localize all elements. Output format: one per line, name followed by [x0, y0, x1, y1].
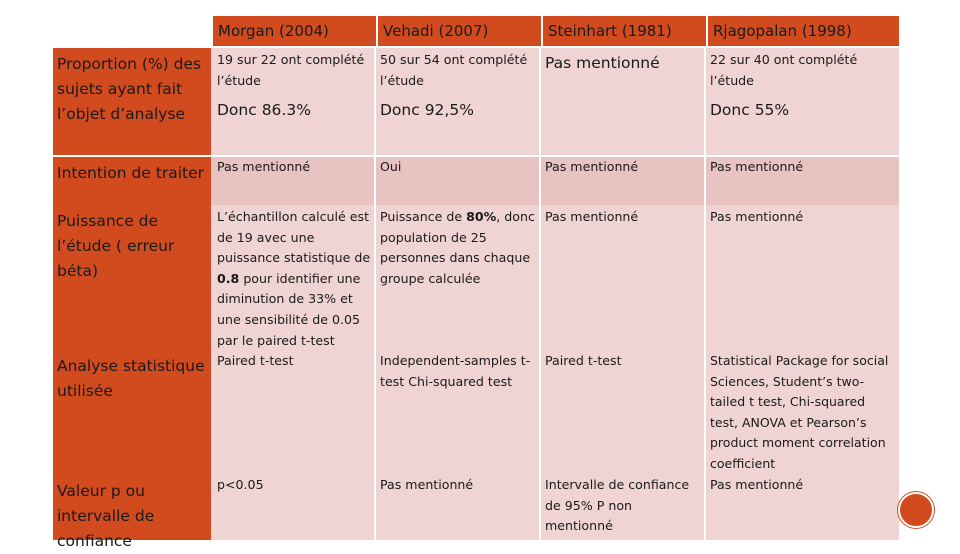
column-divider	[539, 46, 541, 540]
cell-result: Donc 92,5%	[380, 101, 474, 120]
column-header-steinhart: Steinhart (1981)	[548, 22, 672, 40]
cell-proportion-morgan	[213, 50, 374, 121]
row-label-analyse: Analyse statistique utilisée	[53, 350, 211, 475]
cell-text: , donc population de 25 personnes dans chaque groupe calculée	[380, 209, 535, 286]
cell-valeur-p-morgan: p<0.05	[217, 477, 264, 492]
row-label-puissance: Puissance de l’étude ( erreur béta)	[53, 205, 211, 350]
badge-mark	[900, 494, 932, 526]
cell-result: Donc 86.3%	[217, 101, 311, 120]
cell-puissance-rjagopalan: Pas mentionné	[710, 209, 804, 224]
cell-analyse-vehadi: Independent-samples t-test Chi-squared test	[380, 353, 531, 389]
cell-text: 50 sur 54 ont complété l’étude	[380, 52, 528, 88]
cell-intention-morgan: Pas mentionné	[217, 159, 311, 174]
cell-text-bold: 0.8	[217, 270, 240, 286]
cell-text: Puissance de	[380, 209, 467, 224]
cell-analyse-steinhart: Paired t-test	[545, 353, 622, 368]
cell-analyse-rjagopalan: Statistical Package for social Sciences, Student’s two-tailed t test, Chi-squared test, ANOVA et Pearson’s product moment correlation coefficient	[710, 353, 889, 471]
cell-proportion-vehadi	[376, 50, 539, 121]
cell-valeur-p-rjagopalan: Pas mentionné	[710, 477, 804, 492]
cell-text: 22 sur 40 ont complété l’étude	[710, 52, 858, 88]
cell-analyse-morgan: Paired t-test	[217, 353, 294, 368]
cell-proportion-rjagopalan	[706, 50, 899, 121]
cell-text-bold: 80%	[466, 209, 497, 224]
cell-intention-steinhart: Pas mentionné	[545, 159, 639, 174]
row-label-valeur-p: Valeur p ou intervalle de confiance	[53, 475, 211, 540]
cell-valeur-p-steinhart: Intervalle de confiance de 95% P non mentionné	[545, 477, 690, 534]
cell-text: L’échantillon calculé est de 19 avec une puissance statistique de	[217, 209, 371, 266]
cell-text: 19 sur 22 ont complété l’étude	[217, 52, 365, 88]
row-label-intention: Intention de traiter	[53, 157, 211, 205]
column-header-vehadi: Vehadi (2007)	[383, 22, 489, 40]
cell-puissance-morgan	[213, 207, 375, 351]
cell-puissance-vehadi	[376, 207, 539, 289]
column-header-morgan: Morgan (2004)	[218, 22, 329, 40]
decorative-circle-icon	[898, 492, 934, 528]
cell-intention-rjagopalan: Pas mentionné	[710, 159, 804, 174]
column-header-rjagopalan: Rjagopalan (1998)	[713, 22, 852, 40]
cell-text: pour identifier une diminution de 33% et une sensibilité de 0.05 par le paired t-test	[217, 270, 361, 348]
cell-result: Donc 55%	[710, 101, 790, 120]
cell-puissance-steinhart: Pas mentionné	[545, 209, 639, 224]
row-label-proportion: Proportion (%) des sujets ayant fait l’objet d’analyse	[53, 48, 211, 155]
cell-proportion-steinhart: Pas mentionné	[545, 54, 660, 72]
cell-valeur-p-vehadi: Pas mentionné	[380, 477, 474, 492]
table-header-row	[211, 16, 899, 46]
cell-intention-vehadi: Oui	[380, 159, 402, 174]
